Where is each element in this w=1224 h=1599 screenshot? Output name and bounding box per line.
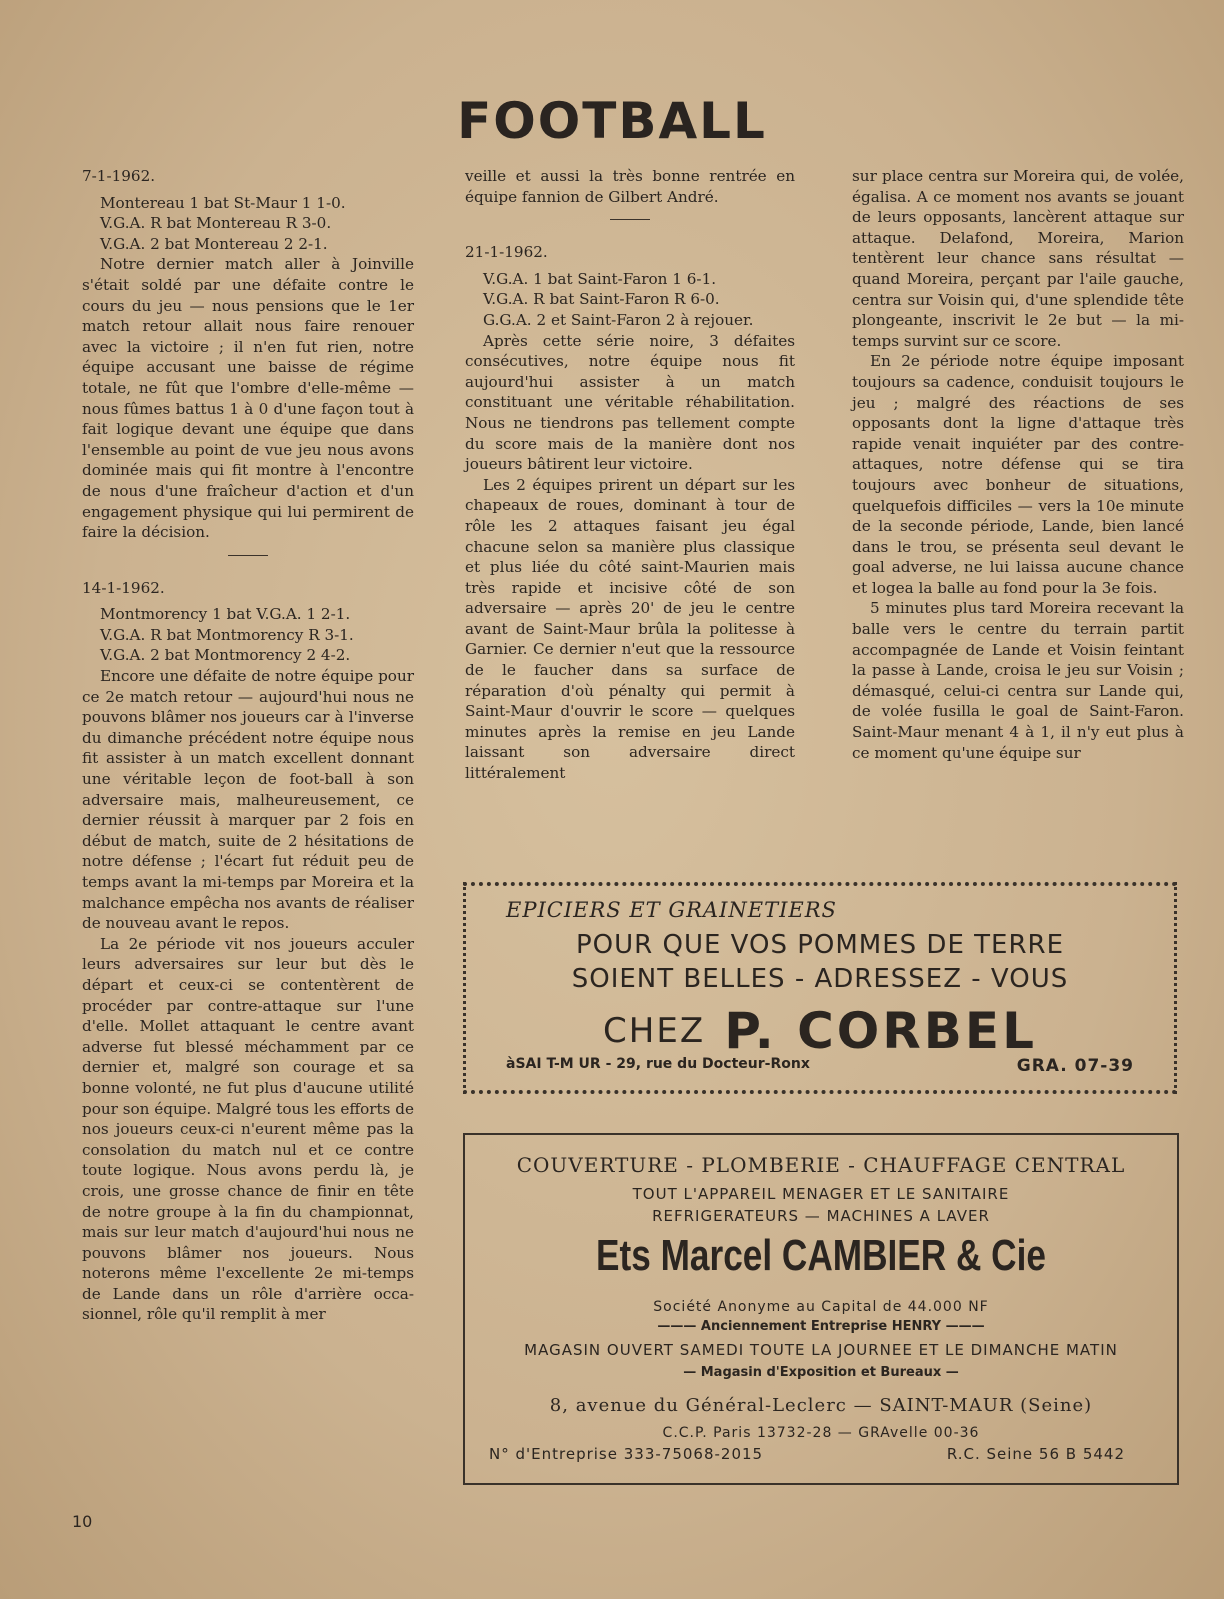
ad-text-line: ——— Anciennement Entreprise HENRY ——— bbox=[657, 1319, 985, 1334]
ad-brand-line bbox=[466, 1002, 1174, 1060]
ad-text-line: REFRIGERATEURS — MACHINES A LAVER bbox=[652, 1207, 990, 1225]
advertisement-corbel bbox=[463, 882, 1177, 1094]
ad-brand-name: P. CORBEL bbox=[724, 1002, 1037, 1060]
article-paragraph: Encore une défaite de notre équipe pour ce 2e match retour — aujourd'hui nous ne pouvons blâmer nos joueurs car à l'inverse du dimanche précédent notre équipe nous fit assister à un match excellent donnant une véritable leçon de foot-ball à son adversaire mais, malheureusement, ce dernier réussit à marquer par 2 fois en début de match, suite de 2 hésitations de notre défense ; l'écart fut réduit peu de temps avant la mi-temps par Moreira et la malchance empêcha nos avants de réaliser de nouveau avant le repos. bbox=[82, 667, 414, 933]
page-number: 10 bbox=[72, 1512, 93, 1531]
ad-text-line: MAGASIN OUVERT SAMEDI TOUTE LA JOURNEE ET LE DIMANCHE MATIN bbox=[524, 1341, 1118, 1359]
ad-contact: C.C.P. Paris 13732-28 — GRAvelle 00-36 bbox=[662, 1425, 980, 1441]
match-result: V.G.A. 1 bat Saint-Faron 1 6-1. bbox=[483, 269, 717, 288]
article-paragraph: Les 2 équipes prirent un départ sur les chapeaux de roues, dominant à tour de rôle les 2 attaques faisant jeu égal chacune selon sa manière plus classique et plus liée du côté saint-Maurien mais très rapide et incisive côté de son adversaire — après 20' de jeu le centre avant de Saint-Maur brûla la politesse à Garnier. Ce dernier n'eut que la ressource de le faucher dans sa surface de réparation d'où pénalty qui permit à Saint-Maur d'ouvrir le score — quelques minutes après la remise en jeu Lande laissant son adversaire direct littéralement bbox=[465, 475, 795, 783]
ad-slogan-line: SOIENT BELLES - ADRESSEZ - VOUS bbox=[571, 964, 1069, 994]
section-divider bbox=[610, 219, 650, 220]
ad-text-line: TOUT L'APPAREIL MENAGER ET LE SANITAIRE bbox=[632, 1185, 1010, 1203]
match-result: Montereau 1 bat St-Maur 1 1-0. bbox=[100, 193, 346, 212]
article-paragraph: Notre dernier match aller à Joinville s'était soldé par une défaite contre le cours du jeu — nous pensions que le 1er match retour allait nous faire renouer avec la victoire ; il n'en fut rien, notre équipe accusant une baisse de régime totale, ne fût que l'ombre d'elle-même — nous fûmes battus 1 à 0 d'une façon tout à fait logique devant une équipe que dans l'ensemble au point de vue jeu nous avons dominée mais qui fit montre à l'encontre de nous d'une fraîcheur d'action et d'un engagement physique qui lui permirent de faire la décision. bbox=[82, 255, 414, 542]
ad-company-number: N° d'Entreprise 333-75068-2015 bbox=[489, 1445, 764, 1463]
article-column-2 bbox=[465, 166, 795, 784]
article-paragraph: En 2e période notre équipe imposant toujours sa cadence, conduisit toujours le jeu ; malgré des réactions de ses opposants dont la ligne d'attaque très rapide venait inquiéter par des contre-attaques, notre défense qui se tira toujours avec bonheur de situations, quelquefois difficiles — vers la 10e minute de la seconde période, Lande, bien lancé dans le trou, se présenta seul devant le goal adverse, ne lui laissa aucune chance et logea la balle au fond pour la 3e fois. bbox=[852, 352, 1184, 597]
ad-address: 8, avenue du Général-Leclerc — SAINT-MAUR (Seine) bbox=[549, 1395, 1093, 1416]
ad-headline: EPICIERS ET GRAINETIERS bbox=[506, 898, 837, 922]
match-date: 7-1-1962. bbox=[82, 167, 156, 185]
ad-address: àSAI T-M UR - 29, rue du Docteur-Ronx bbox=[506, 1056, 810, 1072]
ad-headline: COUVERTURE - PLOMBERIE - CHAUFFAGE CENTRAL bbox=[516, 1153, 1126, 1177]
article-paragraph: La 2e période vit nos joueurs acculer leurs adversaires sur leur but dès le départ et ceux-ci se contentèrent de procéder par contre-attaque sur l'une d'elle. Mollet attaquant le centre avant adverse fut blessé méchamment par ce dernier et, malgré son courage et sa bonne volonté, ne fut plus d'aucune utilité pour son équipe. Malgré tous les efforts de nos joueurs ceux-ci n'eurent même pas la consolation du match nul et ce contre toute logique. Nous avons perdu là, je crois, une grosse chance de finir en tête de notre groupe à la fin du championnat, mais sur leur match d'aujourd'hui nous ne pouvons blâmer nos joueurs. Nous noterons même l'excellente 2e mi-temps de Lande dans un rôle d'arrière occasionnel, rôle qu'il remplit à mer bbox=[82, 934, 414, 1324]
section-divider bbox=[228, 555, 268, 556]
page-title: FOOTBALL bbox=[457, 92, 767, 150]
match-result: V.G.A. R bat Saint-Faron R 6-0. bbox=[483, 290, 720, 309]
article-paragraph: veille et aussi la très bonne rentrée en équipe fannion de Gilbert André. bbox=[465, 167, 795, 206]
ad-brand-name: Ets Marcel CAMBIER & Cie bbox=[596, 1231, 1046, 1280]
ad-chez: CHEZ bbox=[603, 1011, 706, 1051]
match-result: V.G.A. 2 bat Montmorency 2 4-2. bbox=[100, 646, 351, 665]
article-column-1 bbox=[82, 166, 414, 1325]
ad-phone: GRA. 07-39 bbox=[1016, 1056, 1134, 1076]
match-date: 21-1-1962. bbox=[465, 243, 548, 262]
match-date: 14-1-1962. bbox=[82, 578, 165, 597]
match-result: G.G.A. 2 et Saint-Faron 2 à rejouer. bbox=[483, 310, 754, 329]
match-result: V.G.A. 2 bat Montereau 2 2-1. bbox=[100, 234, 328, 253]
match-result: Montmorency 1 bat V.G.A. 1 2-1. bbox=[100, 605, 351, 624]
ad-slogan-line: POUR QUE VOS POMMES DE TERRE bbox=[575, 930, 1065, 960]
article-paragraph: Après cette série noire, 3 défaites consécutives, notre équipe nous fit aujourd'hui assister à un match constituant une véritable réhabilitation. Nous ne tiendrons pas tellement compte du score mais de la manière dont nos joueurs bâtirent leur victoire. bbox=[465, 331, 795, 474]
article-paragraph: 5 minutes plus tard Moreira recevant la balle vers le centre du terrain partit accompagnée de Lande et Voisin feintant la passe à Lande, croisa le jeu sur Voisin ; démasqué, celui-ci centra sur Lande qui, de volée fusilla le goal de Saint-Faron. Saint-Maur menant 4 à 1, il n'y eut plus à ce moment qu'une équipe sur bbox=[852, 599, 1184, 762]
ad-rc-number: R.C. Seine 56 B 5442 bbox=[946, 1445, 1125, 1463]
article-column-3 bbox=[852, 166, 1184, 763]
ad-text-line: — Magasin d'Exposition et Bureaux — bbox=[683, 1365, 959, 1380]
match-result: V.G.A. R bat Montmorency R 3-1. bbox=[100, 625, 354, 644]
match-result: V.G.A. R bat Montereau R 3-0. bbox=[100, 214, 332, 233]
advertisement-cambier bbox=[463, 1133, 1179, 1485]
ad-text-line: Société Anonyme au Capital de 44.000 NF bbox=[653, 1299, 989, 1315]
article-paragraph: sur place centra sur Moreira qui, de volée, égalisa. A ce moment nos avants se jouant de leurs opposants, lancèrent attaque sur attaque. Delafond, Moreira, Marion tentèrent leur chance sans résultat — quand Moreira, perçant par l'aile gauche, centra sur Voisin qui, d'une splendide tête plongeante, inscrivit le 2e but — la mi-temps survint sur ce score. bbox=[852, 167, 1184, 350]
